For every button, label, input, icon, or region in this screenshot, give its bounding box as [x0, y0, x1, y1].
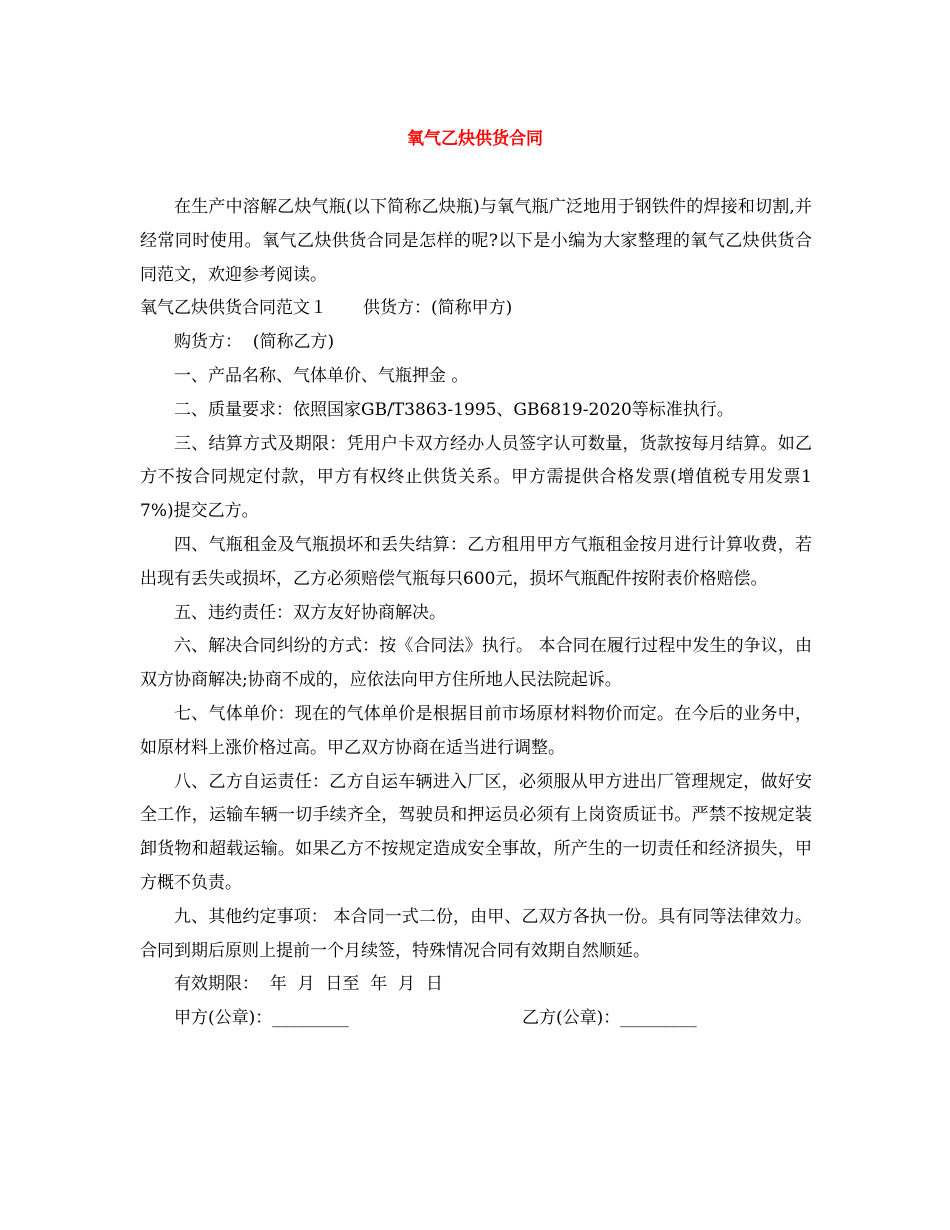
validity-line: 有效期限： 年 月 日至 年 月 日: [174, 974, 443, 995]
clause-9: 九、其他约定事项： 本合同一式二份，由甲、乙双方各执一份。具有同等法律效力。合同到期后原则上提前一个月续签，特殊情况合同有效期自然顺延。: [140, 906, 812, 961]
sample-heading-row: [140, 292, 812, 326]
document-title: 氧气乙炔供货合同: [407, 129, 543, 149]
clause-6: 六、解决合同纠纷的方式：按《合同法》执行。 本合同在履行过程中发生的争议，由双方协商解决;协商不成的，应依法向甲方住所地人民法院起诉。: [140, 636, 812, 691]
supplier-line: 供货方：(简称甲方): [363, 298, 513, 319]
clause-3: 三、结算方式及期限：凭用户卡双方经办人员签字认可数量，货款按每月结算。如乙方不按合同规定付款，甲方有权终止供货关系。甲方需提供合格发票(增值税专用发票17%)提交乙方。: [140, 433, 812, 522]
document-body: [140, 191, 812, 1036]
signature-row: [140, 1002, 812, 1036]
clause-8: 八、乙方自运责任：乙方自运车辆进入厂区，必须服从甲方进出厂管理规定，做好安全工作，运输车辆一切手续齐全，驾驶员和押运员必须有上岗资质证书。严禁不按规定装卸货物和超载运输。如果乙方不按规定造成安全事故，所产生的一切责任和经济损失，甲方概不负责。: [140, 771, 812, 893]
buyer-line: 购货方： (简称乙方): [174, 332, 335, 353]
intro-paragraph: 在生产中溶解乙炔气瓶(以下简称乙炔瓶)与氧气瓶广泛地用于钢铁件的焊接和切割,并经常同时使用。氧气乙炔供货合同是怎样的呢?以下是小编为大家整理的氧气乙炔供货合同范文，欢迎参考阅读。: [140, 197, 812, 285]
clause-2: 二、质量要求：依照国家GB/T3863-1995、GB6819-2020等标准执行。: [174, 399, 734, 420]
party-b-seal: 乙方(公章)：_________: [522, 1008, 697, 1029]
party-a-seal: 甲方(公章)：_________: [174, 1008, 349, 1029]
clause-1: 一、产品名称、气体单价、气瓶押金 。: [174, 365, 469, 386]
clause-7: 七、气体单价：现在的气体单价是根据目前市场原材料物价而定。在今后的业务中，如原材料上涨价格过高。甲乙双方协商在适当进行调整。: [140, 703, 812, 758]
clause-5: 五、违约责任：双方友好协商解决。: [174, 602, 446, 623]
sample-heading: 氧气乙炔供货合同范文１: [140, 298, 327, 319]
clause-4: 四、气瓶租金及气瓶损坏和丢失结算：乙方租用甲方气瓶租金按月进行计算收费，若出现有丢失或损坏，乙方必须赔偿气瓶每只600元，损坏气瓶配件按附表价格赔偿。: [140, 534, 812, 589]
